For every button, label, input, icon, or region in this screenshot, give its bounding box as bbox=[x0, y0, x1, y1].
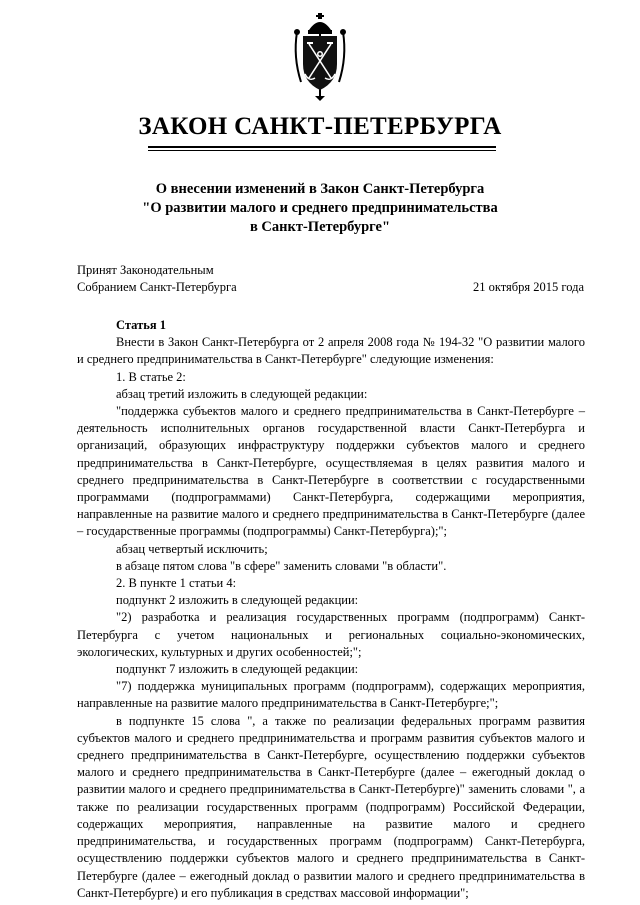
article-heading: Статья 1 bbox=[116, 318, 166, 332]
paragraph: 1. В статье 2: bbox=[116, 369, 186, 384]
adoption-info bbox=[77, 262, 237, 296]
paragraph: "2) разработка и реализация государственных программ (подпрограмм) Санкт-Петербурга с учетом национальных и региональных социально-экономических, экологических, культурных и других особенностей;"; bbox=[77, 610, 585, 659]
adoption-date: 21 октября 2015 года bbox=[472, 280, 584, 294]
law-title: ЗАКОН САНКТ-ПЕТЕРБУРГА bbox=[138, 113, 502, 140]
paragraph: подпункт 2 изложить в следующей редакции: bbox=[116, 593, 359, 608]
adoption-line-2: Собранием Санкт-Петербурга bbox=[77, 280, 237, 294]
subject-line-3: в Санкт-Петербурге" bbox=[249, 219, 391, 235]
paragraph: "поддержка субъектов малого и среднего предпринимательства в Санкт-Петербурге – деятельность исполнительных органов государственной власти Санкт-Петербурга и организаций, образующих инфраструктуру поддержки субъектов малого и среднего предпринимательства в Санкт-Петербурге, осуществляемая в целях развития малого и среднего предпринимательства в Санкт-Петербурге в соответствии с государственными программами (подпрограммами) Санкт-Петербурга, содержащими мероприятия, направленные на развитие малого и среднего предпринимательства в Санкт-Петербурге (далее – государственные программы (подпрограммы) Санкт-Петербурга);"; bbox=[77, 404, 585, 539]
paragraph: подпункт 7 изложить в следующей редакции: bbox=[116, 662, 359, 677]
title-underline-thin bbox=[148, 150, 496, 151]
title-underline bbox=[148, 146, 496, 148]
paragraph: 2. В пункте 1 статьи 4: bbox=[116, 576, 237, 591]
paragraph: абзац четвертый исключить; bbox=[116, 541, 268, 556]
paragraph: в абзаце пятом слова "в сфере" заменить словами "в области". bbox=[116, 558, 447, 573]
law-subject bbox=[100, 180, 540, 237]
subject-line-1: О внесении изменений в Закон Санкт-Петербурга bbox=[155, 181, 485, 197]
subject-line-2: "О развитии малого и среднего предпринимательства bbox=[142, 200, 498, 216]
document-body bbox=[77, 317, 585, 902]
paragraph: абзац третий изложить в следующей редакции: bbox=[116, 386, 368, 401]
paragraph: Внести в Закон Санкт-Петербурга от 2 апреля 2008 года № 194-32 "О развитии малого и среднего предпринимательства в Санкт-Петербурге" следующие изменения: bbox=[77, 335, 585, 367]
adoption-line-1: Принят Законодательным bbox=[77, 263, 214, 277]
paragraph: "7) поддержка муниципальных программ (подпрограмм), содержащих мероприятия, направленные на развитие малого предпринимательства в Санкт-Петербурге;"; bbox=[77, 679, 585, 711]
coat-of-arms-icon bbox=[291, 12, 349, 102]
paragraph: в подпункте 15 слова ", а также по реализации федеральных программ развития субъектов малого и среднего предпринимательства и программ развития субъектов малого и среднего предпринимательства в Санкт-Петербурге, осуществлению поддержки субъектов малого и среднего предпринимательства в Санкт-Петербурге (далее – ежегодный доклад о развитии малого и среднего предпринимательства в Санкт-Петербурге)" заменить словами ", а также по реализации государственных программ (подпрограмм) Российской Федерации, содержащих мероприятия, направленные на развитие малого и среднего предпринимательства, и государственных программ (подпрограмм) Санкт-Петербурга, осуществлению поддержки субъектов малого и среднего предпринимательства в Санкт-Петербурге (далее – ежегодный доклад о развитии малого и среднего предпринимательства в Санкт-Петербурге) и его публикация в средствах массовой информации"; bbox=[77, 713, 585, 900]
